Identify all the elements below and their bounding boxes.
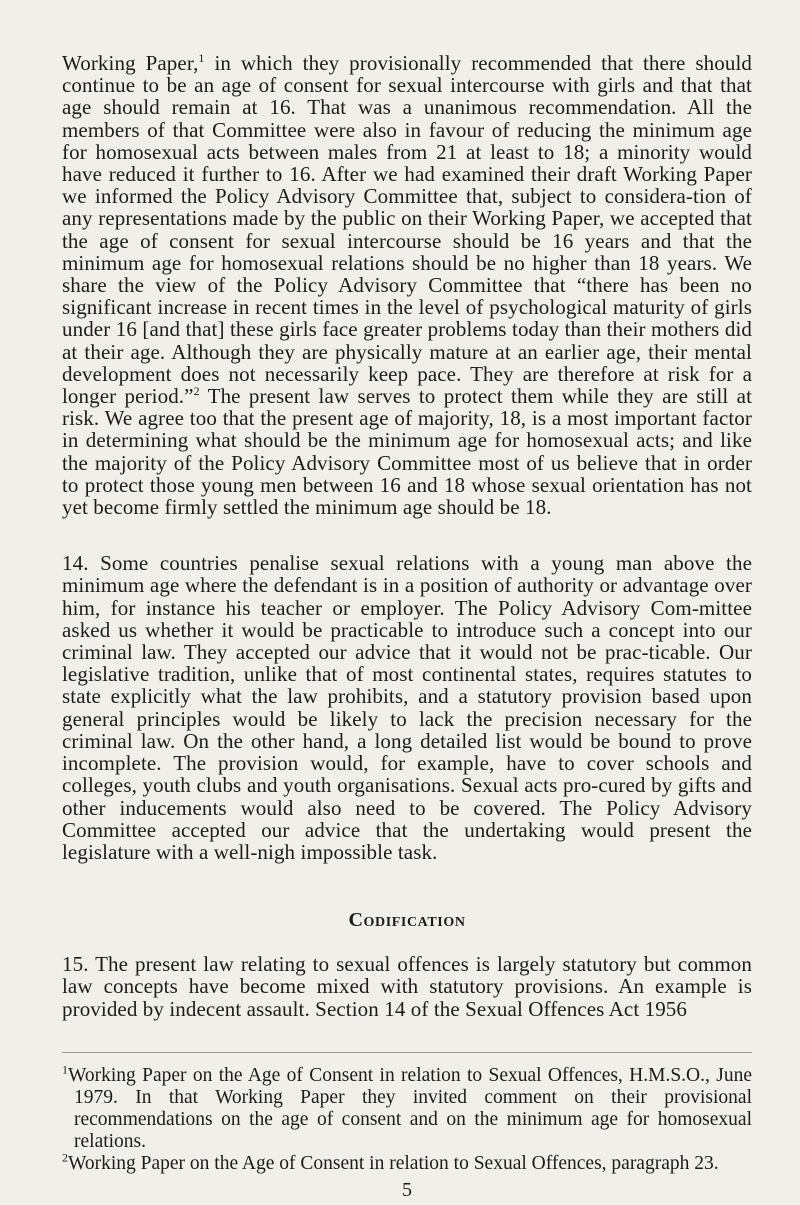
paragraph-14: 14. Some countries penalise sexual relations with a young man above the minimum age where the defendant is in a position of authority or advantage over him, for instance his teacher or employer. The Policy Advisory Com-mittee asked us whether it would be practicable to introduce such a concept into our criminal law. They accepted our advice that it would not be prac-ticable. Our legislative tradition, unlike that of most continental states, requires statutes to state explicitly what the law prohibits, and a statutory provision based upon general principles would be likely to lack the precision necessary for the criminal law. On the other hand, a long detailed list would be bound to prove incomplete. The provision would, for example, have to cover schools and colleges, youth clubs and youth organisations. Sexual acts pro-cured by gifts and other inducements would also need to be covered. The Policy Advisory Committee accepted our advice that the undertaking would present the legislature with a well-nigh impossible task. [62, 551, 752, 864]
footnote-mark: 1 [62, 1062, 68, 1077]
section-heading: Codification [348, 909, 466, 932]
footnote-text: Working Paper on the Age of Consent in relation to Sexual Offences, paragraph 23. [68, 1152, 719, 1174]
footnote-text: Working Paper on the Age of Consent in relation to Sexual Offences, H.M.S.O., June 1979. In that Working Paper they invited comment on their provisional recommendations on the age of consent and on the minimum age for homosexual relations. [68, 1064, 752, 1152]
footnote-mark: 2 [62, 1150, 68, 1165]
footnote-reference: 1 [198, 51, 205, 65]
paragraph-text: Working Paper, [62, 51, 199, 75]
footnote-divider [62, 1052, 752, 1053]
footnote-reference: 2 [193, 384, 200, 399]
paragraph-text: The present law serves to protect them while they are still at risk. We agree too that the present age of majority, 18, is a most important factor in determining what should be the minimum age for homosexual acts; and like the majority of the Policy Advisory Committee most of us believe that in order to protect those young men between 16 and 18 whose sexual orientation has not yet become firmly settled the minimum age should be 18. [62, 384, 753, 520]
paragraph-15: 15. The present law relating to sexual offences is largely statutory but common law concepts have become mixed with statutory provisions. An example is provided by indecent assault. Section 14 of the Sexual Offences Act 1956 [62, 952, 752, 1021]
footnote-2 [62, 1150, 752, 1175]
footnote-1 [62, 1062, 752, 1153]
document-page [62, 52, 752, 1201]
page-number: 5 [402, 1178, 412, 1201]
paragraph-text: in which they provisionally recommended that there should continue to be an age of consent for sexual intercourse with girls and that that age should remain at 16. That was a unanimous recommendation. All the members of that Committee were also in favour of reducing the minimum age for homosexual acts between males from 21 at least to 18; a minority would have reduced it further to 16. After we had examined their draft Working Paper we informed the Policy Advisory Committee that, subject to considera-tion of any representations made by the public on their Working Paper, we accepted that the age of consent for sexual intercourse should be 16 years and that the minimum age for homosexual relations should be no higher than 18 years. We share the view of the Policy Advisory Committee that “there has been no significant increase in recent times in the level of psychological maturity of girls under 16 [and that] these girls face greater problems today than their mothers did at their age. Although they are physically mature at an earlier age, their mental development does not necessarily keep pace. They are therefore at risk for a longer period.” [62, 51, 752, 409]
paragraph-13-continued [62, 52, 752, 518]
